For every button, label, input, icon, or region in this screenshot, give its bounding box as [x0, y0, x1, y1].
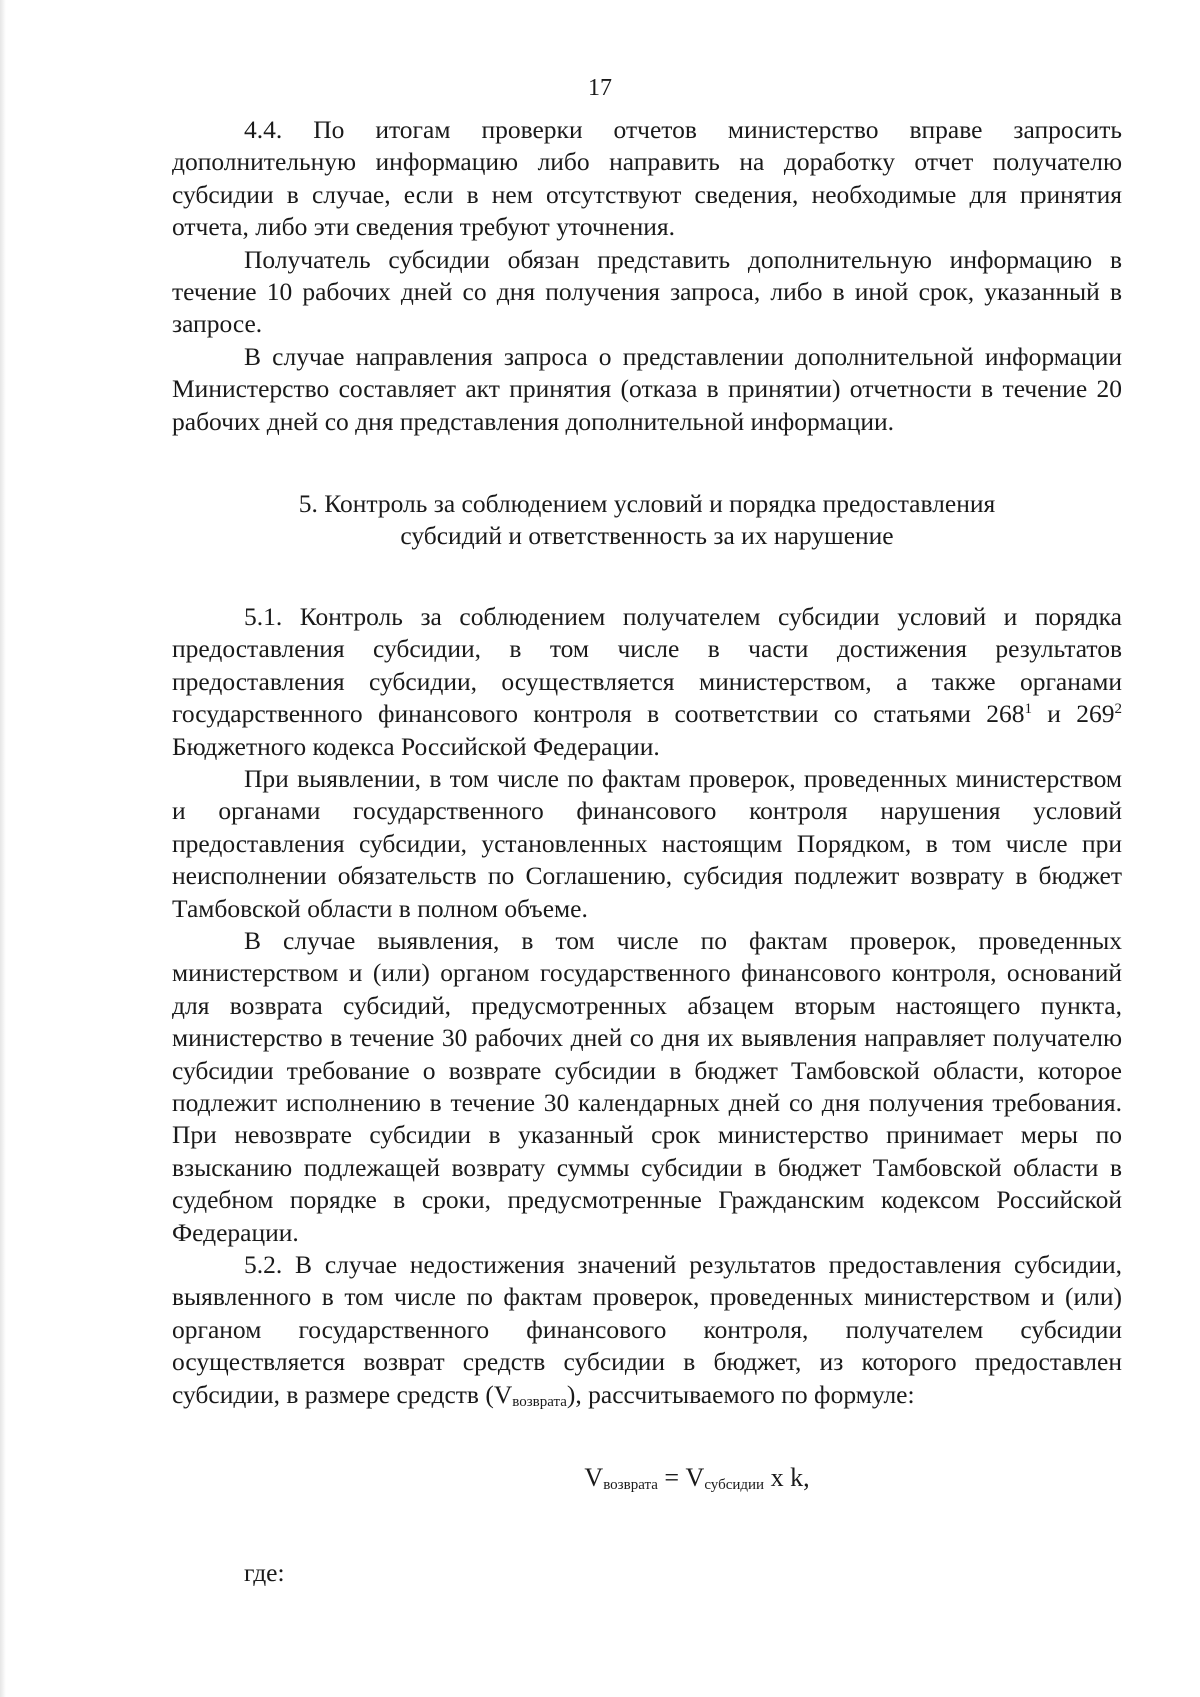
- paragraph-5-2: [172, 1249, 1122, 1418]
- page-number: 17: [588, 75, 612, 101]
- paragraph-5-1-text-b: и 269: [1032, 699, 1115, 729]
- paragraph-violation-return: При выявлении, в том числе по фактам проверок, проведенных министерством и органами государственного финансового контроля нарушения условий предоставления субсидии, установленных настоящим Порядком, в том числе при неисполнении обязательств по Соглашению, субсидия подлежит возврату в бюджет Тамбовской области в полном объеме.: [172, 763, 1122, 923]
- paragraph-5-2-text-b: ), рассчитываемого по формуле:: [566, 1379, 915, 1409]
- paragraph-request-act: В случае направления запроса о представлении дополнительной информации Министерство составляет акт принятия (отказа в принятии) отчетности в течение 20 рабочих дней со дня представления дополнительной информации.: [172, 341, 1122, 436]
- footnote-sup-1: 1: [1024, 701, 1032, 718]
- paragraph-5-1-text-a: 5.1. Контроль за соблюдением получателем субсидии условий и порядка предоставления субсидии, в том числе в части достижения результатов предоставления субсидии, осуществляется министерством, а также органами государственного финансового контроля в соответствии со статьями 268: [172, 601, 1122, 729]
- section-5-heading-line-2: субсидий и ответственность за их нарушение: [400, 521, 894, 551]
- formula-tail: x k,: [764, 1463, 810, 1493]
- footnote-sup-2: 2: [1114, 701, 1122, 718]
- section-5-heading: [172, 488, 1122, 553]
- scan-edge: [0, 0, 6, 1697]
- formula-lhs: V: [584, 1463, 604, 1493]
- return-formula: [172, 1462, 1122, 1501]
- formula-equals: =: [657, 1463, 686, 1493]
- formula-lhs-subscript: возврата: [603, 1477, 658, 1494]
- paragraph-recipient-obligation: Получатель субсидии обязан представить дополнительную информацию в течение 10 рабочих дней со дня получения запроса, либо в иной срок, указанный в запросе.: [172, 244, 1122, 339]
- paragraph-5-1: [172, 601, 1122, 763]
- where-label: где:: [244, 1558, 285, 1588]
- formula-rhs-subscript: субсидии: [704, 1477, 765, 1494]
- paragraph-4-4: 4.4. По итогам проверки отчетов министерство вправе запросить дополнительную информацию либо направить на доработку отчет получателю субсидии в случае, если в нем отсутствуют сведения, необходимые для принятия отчета, либо эти сведения требуют уточнения.: [172, 115, 1122, 242]
- paragraph-5-1-text-c: Бюджетного кодекса Российской Федерации.: [172, 731, 660, 761]
- section-5-heading-line-1: 5. Контроль за соблюдением условий и порядка предоставления: [298, 489, 996, 519]
- document-body: [172, 114, 1122, 1589]
- paragraph-5-2-text-a: 5.2. В случае недостижения значений результатов предоставления субсидии, выявленного в том числе по фактам проверок, проведенных министерством и (или) органом государственного финансового контроля, получателем субсидии осуществляется возврат средств субсидии в бюджет, из которого предоставлен субсидии, в размере средств (V: [172, 1250, 1122, 1409]
- paragraph-return-requirement: В случае выявления, в том числе по фактам проверок, проведенных министерством и (или) органом государственного финансового контроля, оснований для возврата субсидий, предусмотренных абзацем вторым настоящего пункта, министерство в течение 30 рабочих дней со дня их выявления направляет получателю субсидии требование о возврате субсидии в бюджет Тамбовской области, которое подлежит исполнению в течение 30 календарных дней со дня получения требования. При невозврате субсидии в указанный срок министерство принимает меры по взысканию подлежащей возврату суммы субсидии в бюджет Тамбовской области в судебном порядке в сроки, предусмотренные Гражданским кодексом Российской Федерации.: [172, 925, 1122, 1247]
- formula-rhs: V: [685, 1463, 705, 1493]
- paragraph-5-2-subscript: возврата: [512, 1393, 567, 1410]
